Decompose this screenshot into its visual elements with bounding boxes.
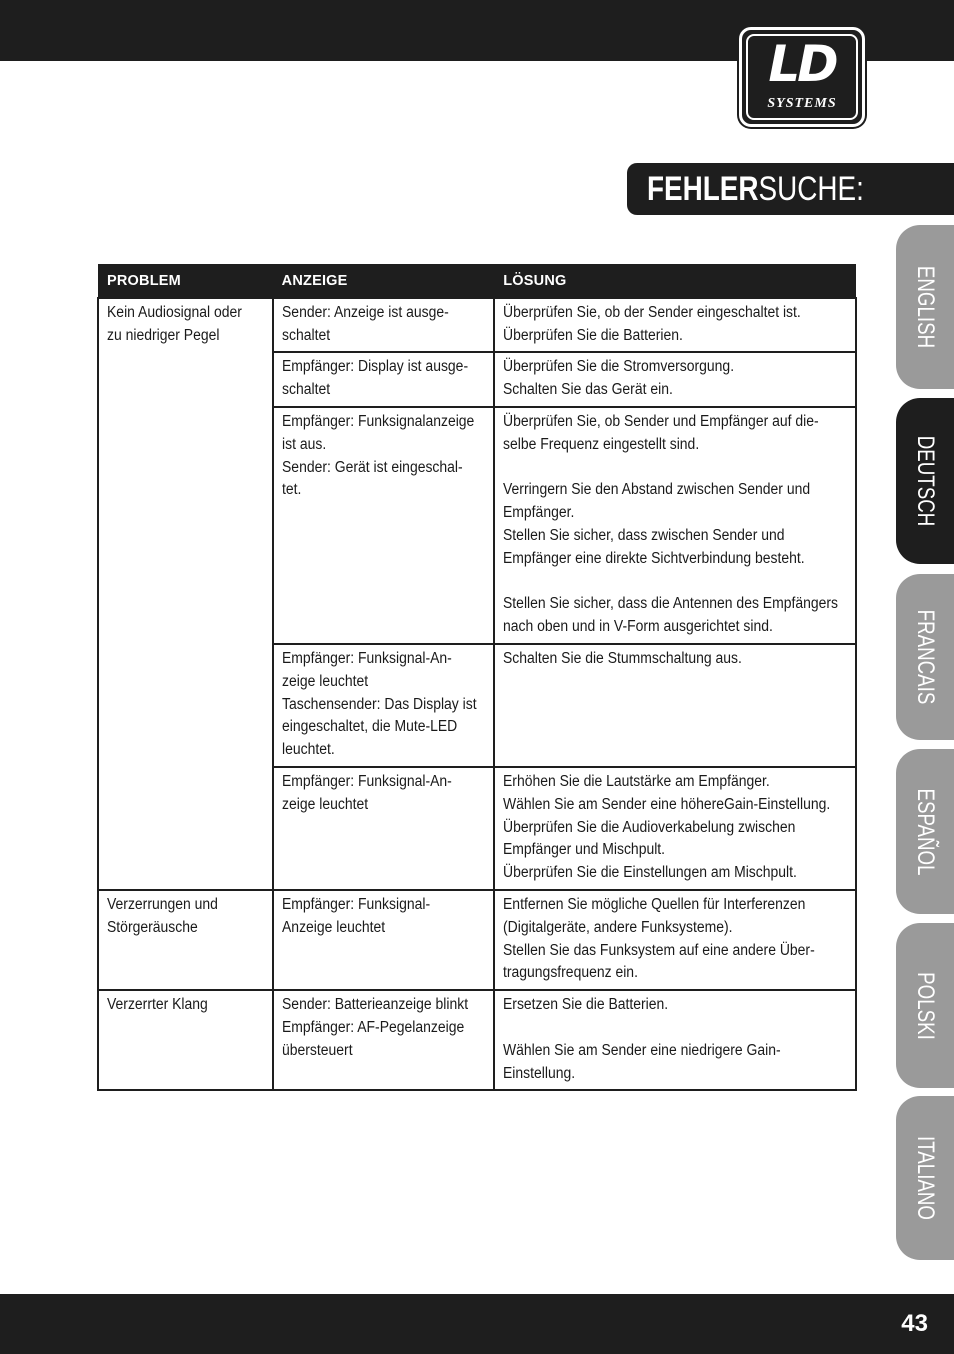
loesung-cell [494,298,856,353]
anzeige-cell [273,767,495,890]
loesung-cell [494,407,856,644]
page-title-bold: FEHLER [647,170,759,208]
ld-systems-logo [739,27,865,127]
anzeige-text: Empfänger: Funksignalanzeige ist aus. Sender: Gerät ist eingeschal- tet. [281,412,474,499]
bottom-bar [0,1294,954,1354]
anzeige-cell [273,644,495,767]
logo-main-text: LD [768,35,836,93]
anzeige-text: Empfänger: Display ist ausge- schaltet [281,358,468,399]
troubleshooting-table [97,264,857,1091]
loesung-text: Entfernen Sie mögliche Quellen für Interferenzen (Digitalgeräte, andere Funksysteme). Stellen Sie das Funksystem auf eine andere Über- tragungsfrequenz ein. [503,895,815,982]
loesung-text: Überprüfen Sie, ob der Sender eingeschaltet ist. Überprüfen Sie die Batterien. [503,303,802,344]
loesung-text: Ersetzen Sie die Batterien. Wählen Sie am Sender eine niedrigere Gain- Einstellung. [503,996,781,1082]
anzeige-text: Sender: Batterieanzeige blinkt Empfänger: AF-Pegelanzeige übersteuert [281,996,468,1059]
anzeige-text: Sender: Anzeige ist ausge- schaltet [281,303,449,344]
problem-text: Verzerrter Klang [107,996,208,1014]
anzeige-text: Empfänger: Funksignal-An- zeige leuchtet [281,772,452,813]
loesung-cell [494,352,856,407]
tab-deutsch[interactable] [896,398,954,564]
anzeige-text: Empfänger: Funksignal-An- zeige leuchtet Taschensender: Das Display ist eingeschaltet, die Mute-LED leuchtet. [281,649,477,759]
anzeige-cell [273,407,495,644]
tab-polski[interactable] [896,923,954,1088]
tab-espanol-label: ESPAÑOL [912,787,939,876]
loesung-cell [494,644,856,767]
tab-english-label: ENGLISH [912,265,939,349]
anzeige-text: Empfänger: Funksignal- Anzeige leuchtet [281,895,430,936]
tab-english[interactable] [896,225,954,389]
tab-espanol[interactable] [896,749,954,914]
problem-text: Kein Audiosignal oder zu niedriger Pegel [107,303,242,344]
problem-cell [98,298,273,890]
page-title [647,171,864,207]
loesung-text: Überprüfen Sie die Stromversorgung. Schalten Sie das Gerät ein. [503,358,735,399]
anzeige-cell [273,990,495,1090]
problem-cell [98,990,273,1090]
tab-deutsch-label: DEUTSCH [912,435,939,527]
tab-francais-label: FRANCAIS [912,609,939,705]
problem-text: Verzerrungen und Störgeräusche [107,895,218,936]
table-row [98,990,856,1090]
table-header-row [98,264,856,298]
page-number: 43 [901,1310,928,1337]
anzeige-cell [273,298,495,353]
tab-italiano[interactable] [896,1096,954,1260]
loesung-cell [494,890,856,990]
loesung-text: Erhöhen Sie die Lautstärke am Empfänger. Wählen Sie am Sender eine höhereGain-Einstellung. Überprüfen Sie die Audioverkabelung zwischen Empfänger und Mischpult. Überprüfen Sie die Einstellungen am Mischpult. [503,772,831,882]
section-title-bar [627,163,954,215]
header-loesung: LÖSUNG [494,264,856,298]
loesung-cell [494,990,856,1090]
header-problem: PROBLEM [98,264,273,298]
loesung-text: Schalten Sie die Stummschaltung aus. [503,649,743,667]
tab-italiano-label: ITALIANO [912,1136,939,1220]
tab-francais[interactable] [896,574,954,740]
anzeige-cell [273,352,495,407]
anzeige-cell [273,890,495,990]
page-title-regular: SUCHE: [758,170,864,208]
tab-polski-label: POLSKI [912,971,939,1040]
table-row [98,890,856,990]
loesung-text: Überprüfen Sie, ob Sender und Empfänger auf die- selbe Frequenz eingestellt sind. Verringern Sie den Abstand zwischen Sender und Empfänger. Stellen Sie sicher, dass zwischen Sender und Empfänger eine direkte Sichtverbindung besteht. Stellen Sie sicher, dass die Antennen des Empfängers nach oben und in V-Form ausgerichtet sind. [503,412,839,636]
logo-sub-text: SYSTEMS [767,96,837,111]
problem-cell [98,890,273,990]
table-row [98,298,856,353]
loesung-cell [494,767,856,890]
header-anzeige: ANZEIGE [273,264,495,298]
